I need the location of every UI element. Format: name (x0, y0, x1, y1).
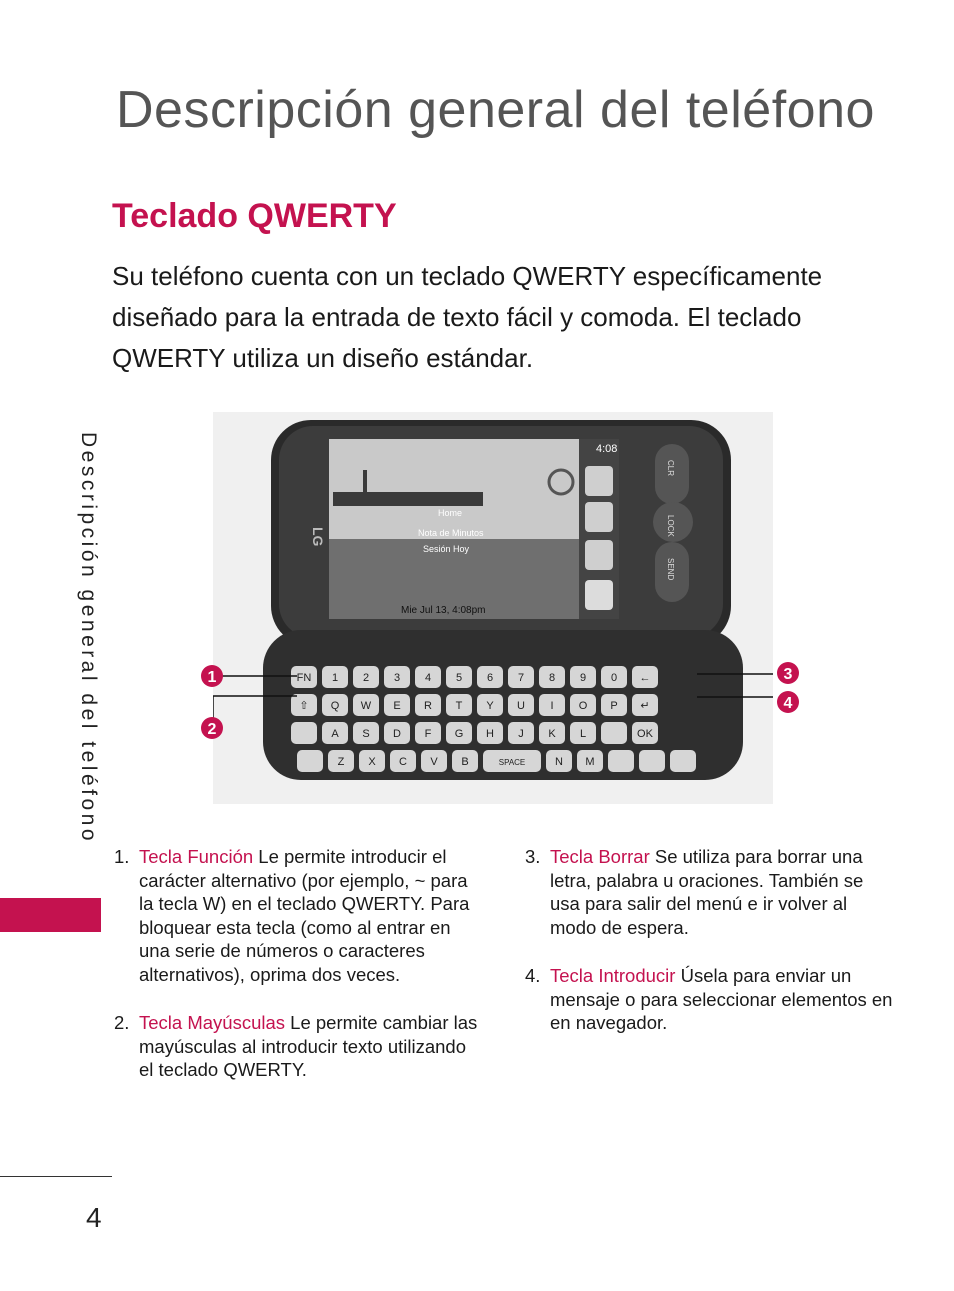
list-item (525, 845, 897, 939)
item-text: Le permite cambiar las mayúsculas al introducir texto utilizando el teclado QWERTY. (139, 1012, 478, 1080)
key-label-row2-7: U (517, 700, 525, 712)
item-text: Úsela para enviar un mensaje o para seleccionar elementos en en navegador. (550, 965, 893, 1033)
key-label-row3-1: A (331, 728, 339, 740)
key-label-row1-10: 0 (610, 672, 618, 684)
key-label-row3-7: J (518, 728, 524, 740)
key-list-right (525, 845, 897, 1060)
key-label-row2-3: E (393, 700, 401, 712)
intro-paragraph: Su teléfono cuenta con un teclado QWERTY específicamente diseñado para la entrada de texto fácil y comoda. El teclado QWERTY utiliza un diseño estándar. (112, 261, 823, 373)
key-label-row3-11: OK (637, 728, 653, 740)
key-label-row1-5: 5 (455, 672, 463, 684)
callout-1: 1 (207, 669, 217, 686)
key-label-row2-0: ⇧ (299, 700, 309, 712)
footer-rule (0, 1176, 112, 1177)
key-label-row2-6: Y (486, 700, 494, 712)
key-label-row4-7: N (555, 756, 563, 768)
key-label-row3-2: S (362, 728, 370, 740)
callout-2: 2 (207, 721, 217, 738)
key-label-row1-0: FN (296, 672, 312, 684)
key-label-row2-10: P (610, 700, 618, 712)
item-text: Se utiliza para borrar una letra, palabra u oraciones. También se usa para salir del menú e ir volver al modo de espera. (550, 846, 864, 938)
brand-logo: LG (310, 527, 326, 547)
key-label-row3-8: K (548, 728, 556, 740)
screen-time: 4:08 (596, 443, 618, 455)
key-label-row4-5: B (461, 756, 469, 768)
key-label-row2-9: O (578, 700, 588, 712)
item-term: Tecla Función (139, 846, 254, 867)
key-label-row4-8: M (585, 756, 595, 768)
key-label-row2-11: ↵ (640, 700, 650, 712)
key-label-row2-8: I (550, 700, 554, 712)
key-label-row4-3: C (399, 756, 407, 768)
phone-svg (213, 412, 773, 804)
key-list-left (114, 845, 484, 1107)
key-label-row3-3: D (393, 728, 401, 740)
item-number: 2. (114, 1012, 130, 1033)
key-label-row1-7: 7 (517, 672, 525, 684)
key-label-row2-2: W (360, 700, 372, 712)
key-label-row4-4: V (430, 756, 438, 768)
item-term: Tecla Mayúsculas (139, 1012, 286, 1033)
key-label-row2-4: R (424, 700, 432, 712)
key-label-row1-11: ← (639, 672, 651, 684)
page-title: Descripción general del teléfono (116, 81, 875, 139)
key-label-row1-8: 8 (548, 672, 556, 684)
key-row4-9[interactable] (608, 750, 634, 772)
key-label-row4-6: SPACE (498, 758, 526, 767)
key-row4-10[interactable] (639, 750, 665, 772)
key-label-row1-4: 4 (424, 672, 432, 684)
key-label-row3-4: F (424, 728, 432, 740)
key-label-row2-5: T (455, 700, 463, 712)
key-label-row1-9: 9 (579, 672, 587, 684)
phone-illustration (213, 412, 773, 804)
screen-item-2: Nota de Minutos (418, 528, 484, 538)
side-button-send: SEND (666, 558, 675, 581)
key-label-row1-3: 3 (393, 672, 401, 684)
item-term: Tecla Borrar (550, 846, 650, 867)
item-term: Tecla Introducir (550, 965, 676, 986)
key-label-row3-6: H (486, 728, 494, 740)
list-item (114, 1011, 484, 1082)
key-label-row1-2: 2 (362, 672, 370, 684)
screen-item-3: Sesión Hoy (423, 544, 470, 554)
callouts-left (200, 660, 230, 750)
item-number: 4. (525, 965, 541, 986)
key-label-row1-6: 6 (486, 672, 494, 684)
key-label-row4-1: Z (337, 756, 345, 768)
key-label-row3-5: G (454, 728, 464, 740)
item-number: 1. (114, 846, 130, 867)
key-row3-10[interactable] (601, 722, 627, 744)
screen-item-1: Home (438, 508, 463, 518)
callouts-right (774, 660, 804, 720)
section-title: Teclado QWERTY (112, 197, 397, 235)
page-number: 4 (86, 1202, 102, 1233)
list-item (525, 964, 897, 1035)
key-row3-0[interactable] (291, 722, 317, 744)
side-button-lock: LOCK (666, 515, 675, 537)
key-row4-11[interactable] (670, 750, 696, 772)
key-label-row4-2: X (368, 756, 376, 768)
key-row4-0[interactable] (297, 750, 323, 772)
key-label-row3-9: L (579, 728, 587, 740)
key-label-row1-1: 1 (331, 672, 339, 684)
callout-3: 3 (783, 666, 793, 683)
side-tab-label: Descripción general del teléfono (77, 432, 100, 845)
callout-4: 4 (783, 695, 793, 712)
key-label-row2-1: Q (330, 700, 340, 712)
item-text: Le permite introducir el carácter alternativo (por ejemplo, ~ para la tecla W) en el teclado QWERTY. Para bloquear esta tecla (como al entrar en una serie de números o caracteres alternativos), oprima dos veces. (139, 846, 470, 985)
side-tab-marker (0, 898, 101, 932)
screen-date: Mie Jul 13, 4:08pm (401, 605, 486, 616)
side-button-clr: CLR (666, 460, 675, 477)
item-number: 3. (525, 846, 541, 867)
list-item (114, 845, 484, 986)
